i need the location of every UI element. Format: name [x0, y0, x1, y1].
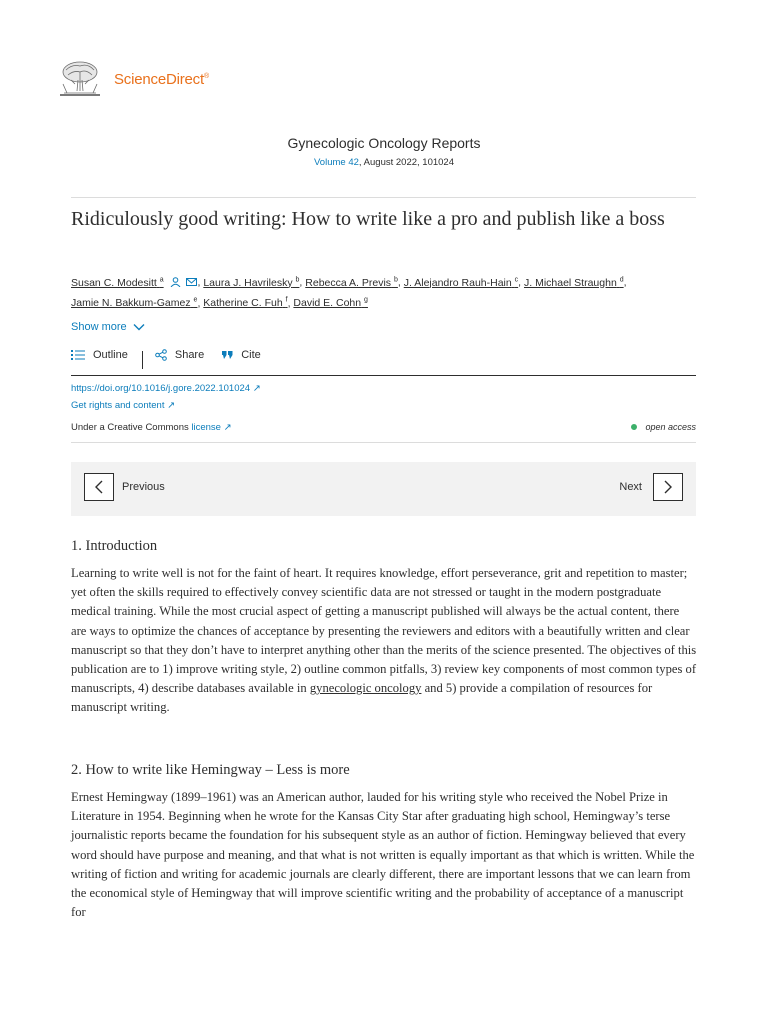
- chevron-right-icon: [663, 480, 673, 494]
- outline-button[interactable]: Outline: [71, 349, 128, 361]
- cite-button[interactable]: Cite: [222, 349, 261, 361]
- brand-name: ScienceDirect®: [114, 70, 209, 88]
- show-more-button[interactable]: Show more: [71, 321, 145, 333]
- journal-issue-info: Volume 42, August 2022, 101024: [314, 157, 454, 168]
- author-list: Susan C. Modesitt $^a$ , Laura J. Havrilesky $^b$, Rebecca A. Previs $^b$, J. Alejandro Rauh-Hain $^c$, J. Michael Straughn $^d$, Jamie N. Bakkum-Gamez $^e$, Katherine C. Fuh $^f$, David E. Cohn $^g$: [71, 276, 627, 309]
- chevron-left-icon: [94, 480, 104, 494]
- person-icon[interactable]: [170, 277, 181, 287]
- author-link[interactable]: Rebecca A. Previs $^b$: [305, 276, 398, 289]
- volume-link[interactable]: Volume 42: [314, 157, 359, 168]
- section-paragraph: Learning to write well is not for the faint of heart. It requires knowledge, effort perseverance, grit and repetition to master; yet often the skills required to effectively convey scientific data are not stressed or taught in the modern postgraduate medical training. While the most crucial aspect of getting a manuscript published will always be the actual content, there are ways to optimize the chances of acceptance by presenting the reviewers and editors with a beautifully written and clear manuscript so that they don’t have to interpret anything other than the merits of the science presented. The objectives of this publication are to 1) improve writing style, 2) outline common pitfalls, 3) review key components of most common types of manuscripts, 4) describe databases available in gynecologic oncology and 5) provide a compilation of resources for manuscript writing.: [71, 566, 697, 715]
- previous-label[interactable]: Previous: [122, 481, 165, 493]
- journal-title[interactable]: Gynecologic Oncology Reports: [287, 135, 481, 151]
- author-link[interactable]: Jamie N. Bakkum-Gamez $^e$: [71, 296, 198, 309]
- section-paragraph: Ernest Hemingway (1899–1961) was an American author, lauded for his writing style who received the Nobel Prize in Literature in 1954. Beginning when he wrote for the Kansas City Star after graduating high school, Hemingway’s terse journalistic reports became the foundation for his subsequent style as an author of fiction. Hemingway believed that every word should have purpose and meaning, and that what is not written is equally important as that which is written. While the writing of fiction and writing for academic journals are clearly different, there are important lessons that we can learn from the economical style of Hemingway that will improve scientific writing and the probability of acceptance of a manuscript for: [71, 790, 695, 920]
- external-link-icon: ↗: [167, 400, 176, 411]
- elsevier-tree-icon: [58, 60, 102, 98]
- open-access-dot-icon: [631, 424, 637, 430]
- divider: [71, 442, 696, 443]
- sciencedirect-logo[interactable]: [58, 60, 209, 98]
- license-notice: Under a Creative Commons license ↗: [71, 422, 232, 433]
- next-button[interactable]: [653, 473, 683, 501]
- share-button[interactable]: Share: [155, 349, 204, 361]
- journal-header: [0, 135, 768, 168]
- author-link[interactable]: Susan C. Modesitt $^a$: [71, 276, 164, 289]
- email-icon[interactable]: [186, 277, 197, 287]
- section-heading: 1. Introduction: [71, 538, 158, 554]
- doi-link[interactable]: https://doi.org/10.1016/j.gore.2022.101024 ↗: [71, 383, 261, 394]
- author-link[interactable]: Katherine C. Fuh $^f$: [203, 296, 288, 309]
- quote-icon: [222, 350, 233, 360]
- author-link[interactable]: J. Michael Straughn $^d$: [523, 276, 624, 289]
- author-link[interactable]: Laura J. Havrilesky $^b$: [203, 276, 300, 289]
- author-link[interactable]: David E. Cohn $^g$: [293, 296, 368, 309]
- share-icon: [155, 349, 167, 361]
- license-link[interactable]: license ↗: [191, 422, 232, 433]
- topic-link[interactable]: gynecologic oncology: [309, 681, 422, 696]
- chevron-down-icon: [133, 323, 145, 331]
- toolbar-divider: [142, 351, 143, 369]
- section-heading: 2. How to write like Hemingway – Less is more: [71, 762, 350, 778]
- article-pager: [71, 462, 696, 516]
- external-link-icon: ↗: [252, 383, 261, 394]
- list-icon: [71, 349, 85, 361]
- article-toolbar: [71, 349, 696, 376]
- previous-button[interactable]: [84, 473, 114, 501]
- article-title: Ridiculously good writing: How to write like a pro and publish like a boss: [71, 208, 665, 230]
- next-label[interactable]: Next: [619, 481, 642, 493]
- open-access-badge: open access: [631, 422, 696, 432]
- external-link-icon: ↗: [223, 422, 232, 433]
- divider: [71, 197, 696, 198]
- author-link[interactable]: J. Alejandro Rauh-Hain $^c$: [403, 276, 519, 289]
- rights-link[interactable]: Get rights and content ↗: [71, 400, 176, 411]
